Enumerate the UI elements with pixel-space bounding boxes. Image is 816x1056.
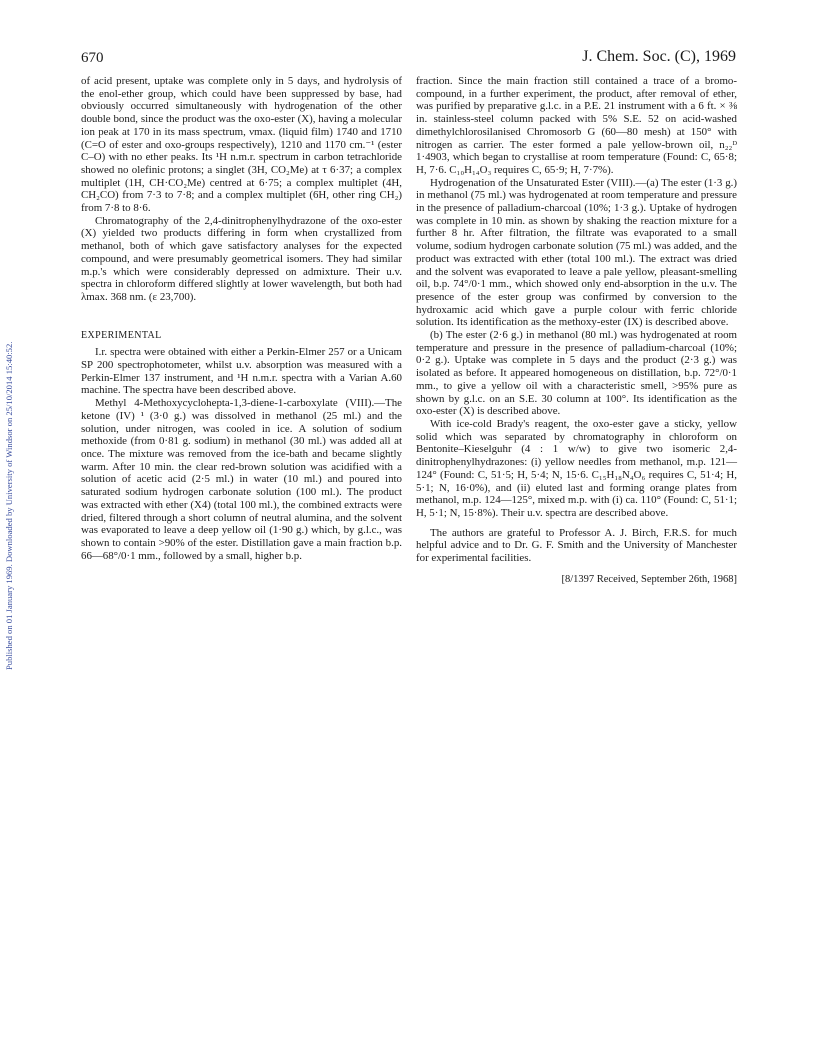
page-number: 670 bbox=[81, 50, 104, 66]
acknowledgement: The authors are grateful to Professor A. J. Birch, F.R.S. for much helpful advice and to Dr. G. F. Smith and the University of Manchester for experimental facilities. bbox=[416, 526, 737, 565]
right-column bbox=[416, 75, 737, 586]
journal-running-head: J. Chem. Soc. (C), 1969 bbox=[582, 48, 736, 65]
download-watermark-text: Published on 01 January 1969. Downloaded by University of Windsor on 25/10/2014 15:40:52. bbox=[4, 341, 14, 670]
paragraph-methyl-ester-prep: Methyl 4-Methoxycyclohepta-1,3-diene-1-carboxylate (VIII).—The ketone (IV) ¹ (3·0 g.) was dissolved in methanol (25 ml.) and the solution, under nitrogen, was cooled in ice. A solution of sodium methoxide (from 0·81 g. sodium) in methanol (30 ml.) was added all at once. The mixture was removed from the ice-bath and became slightly warm. After 10 min. the clear red-brown solution was acidified with a solution of acetic acid (2·5 ml.) in water (10 ml.) and poured into saturated sodium hydrogen carbonate solution (100 ml.). The product was extracted with ether (X4) (total 100 ml.), the combined extracts were dried, filtered through a short column of neutral alumina, and the solvent was evaporated to leave a deep yellow oil (1·90 g.) which, by g.l.c., was shown to contain >90% of the ester. Distillation gave a main fraction b.p. 66—68°/0·1 mm., followed by a small, higher b.p. bbox=[81, 397, 402, 562]
paragraph-chromatography: Chromatography of the 2,4-dinitrophenylhydrazone of the oxo-ester (X) yielded two products differing in form when crystallized from methanol, both of which gave satisfactory analyses for the expected compound, and were presumably geometrical isomers. They had similar m.p.'s which were considerably depressed on admixture. Their u.v. spectra in chloroform differed slightly at lower wavelength, but both had λmax. 368 nm. (ε 23,700). bbox=[81, 214, 402, 303]
paragraph-spectra-methods: I.r. spectra were obtained with either a Perkin-Elmer 257 or a Unicam SP 200 spectrophotometer, whilst u.v. absorption was measured with a Perkin-Elmer 137 instrument, and ¹H n.m.r. spectra with a Varian A.60 machine. The spectra have been described above. bbox=[81, 346, 402, 397]
paragraph-hydrogenation-a: Hydrogenation of the Unsaturated Ester (VIII).—(a) The ester (1·3 g.) in methanol (75 ml.) was hydrogenated at room temperature and pressure in the presence of palladium-charcoal (10%; 1·3 g.). Uptake of hydrogen was complete in 10 min. as shown by shaking the reaction mixture for a further 8 hr. After filtration, the filtrate was evaporated to a small volume, sodium hydrogen carbonate solution (75 ml.) was added, and the product was extracted with ether (total 100 ml.). The extract was dried and the solvent was evaporated to leave a pale yellow, pleasant-smelling oil, b.p. 74°/0·1 mm., which showed only end-absorption in the u.v. The presence of the ester group was confirmed by conversion to the hydroxamic acid which gave a purple colour with ferric chloride solution. Its identification as the methoxy-ester (IX) is described above. bbox=[416, 176, 737, 329]
received-date: [8/1397 Received, September 26th, 1968] bbox=[561, 573, 737, 585]
paragraph-glc-purification: fraction. Since the main fraction still contained a trace of a bromo-compound, in a further experiment, the product, after removal of ether, was purified by preparative g.l.c. in a P.E. 21 instrument with a 6 ft. × ⅜ in. stainless-steel column packed with 5% S.E. 52 on acid-washed dimethylchlorosilanised Chromosorb G (60—80 mesh) at 150° with nitrogen as carrier. The ester formed a pale yellow-brown oil, n₂₂ᴰ 1·4903, which began to crystallise at room temperature (Found: C, 65·8; H, 7·6. C₁₀H₁₄O₃ requires C, 65·9; H, 7·7%). bbox=[416, 75, 737, 176]
section-heading-experimental: EXPERIMENTAL bbox=[81, 329, 162, 341]
paragraph-oxo-ester-analysis: of acid present, uptake was complete only in 5 days, and hydrolysis of the enol-ether group, which could have been suppressed by base, had obviously occurred simultaneously with hydrogenation of the other double bond, since the product was the oxo-ester (X), having a molecular ion peak at 170 in its mass spectrum, νmax. (liquid film) 1740 and 1710 (C=O of ester and oxo-groups respectively), 1210 and 1170 cm.⁻¹ (ester C–O) with no ether peaks. Its ¹H n.m.r. spectrum in carbon tetrachloride showed no olefinic protons; a singlet (3H, CO₂Me) at τ 6·37; a complex multiplet (1H, CH·CO₂Me) centred at 6·75; a complex multiplet (4H, CH₂CO) from 7·3 to 7·8; and a complex multiplet (6H, other ring CH₂) from 7·8 to 8·6. bbox=[81, 75, 402, 215]
paragraph-hydrogenation-b: (b) The ester (2·6 g.) in methanol (80 ml.) was hydrogenated at room temperature and pressure in the presence of palladium-charcoal (10%; 0·2 g.). Uptake was complete in 5 days and the product (2·3 g.) was isolated as before. It appeared homogeneous on distillation, b.p. 72°/0·1 mm., to give a yellow oil with a characteristic smell, >95% pure as shown by g.l.c. on an S.E. 30 column at 100°. Its identification as the oxo-ester (X) is described above. bbox=[416, 329, 737, 418]
paragraph-dnp-derivatives: With ice-cold Brady's reagent, the oxo-ester gave a sticky, yellow solid which was separated by chromatography in chloroform on Bentonite–Kieselguhr (4 : 1 w/w) to give two isomeric 2,4-dinitrophenylhydrazones: (i) yellow needles from methanol, m.p. 121—124° (Found: C, 51·5; H, 5·4; N, 15·6. C₁₅H₁₈N₄O₆ requires C, 51·4; H, 5·1; N, 16·0%), and (ii) eluted last and forming orange plates from methanol, m.p. 124—125°, mixed m.p. with (i) ca. 110° (Found: C, 51·1; H, 5·1; N, 15·8%). Their u.v. spectra are described above. bbox=[416, 417, 737, 519]
download-watermark bbox=[2, 190, 18, 670]
left-column bbox=[81, 75, 402, 562]
